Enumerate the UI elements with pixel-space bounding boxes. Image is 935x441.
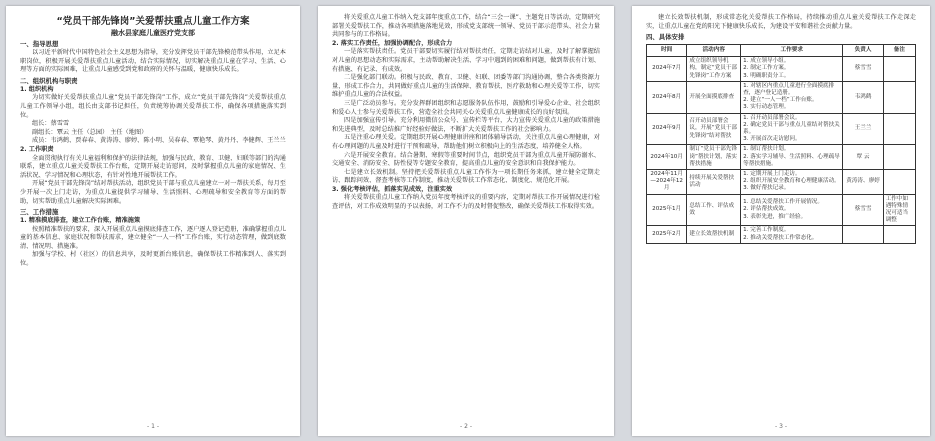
cell-activity: 总结工作、评估成效 — [687, 194, 741, 226]
table-row — [647, 194, 916, 226]
cell-note — [883, 57, 915, 82]
cell-person: 蔡雪雪 — [843, 57, 883, 82]
document-title: “党员干部先锋岗”关爱帮扶重点儿童工作方案 — [56, 16, 250, 27]
cell-activity: 成立组织领导机构，制定“党员干部先锋岗”工作方案 — [687, 57, 741, 82]
col-header-requirements: 工作要求 — [741, 45, 843, 57]
cell-requirements: 1. 定期开展上门走访。 2. 组织开展安全教育和心理健康活动。 3. 做好帮扶记录。 — [741, 170, 843, 195]
cell-requirements: 1. 总结关爱帮扶工作开展情况。 2. 评估帮扶成效。 3. 表彰先进，推广经验。 — [741, 194, 843, 226]
cell-note — [883, 113, 915, 145]
paragraph: 加强与学校、村（社区）的信息共享，及时更新台账信息，确保帮扶工作精准到人、落实到位。 — [20, 251, 286, 268]
paragraph: 三是广泛动员参与。充分发挥群团组织和志愿服务队伍作用，鼓励和引导爱心企业、社会组织和爱心人士参与关爱帮扶工作，营造全社会共同关心关爱重点儿童健康成长的良好氛围。 — [332, 99, 600, 116]
cell-time: 2024年11月—2024年12月 — [647, 170, 687, 195]
subsection-heading: 1. 组织机构 — [20, 85, 54, 93]
paragraph: 二是强化部门联动。积极与民政、教育、卫健、妇联、团委等部门沟通协调，整合各类资源力量，形成工作合力，共同做好重点儿童的生活保障、教育帮扶、医疗救助和心理关爱等工作，切实维护重点儿童的合法权益。 — [332, 74, 600, 99]
cell-time: 2024年7月 — [647, 57, 687, 82]
paragraph: 为切实做好关爱帮扶重点儿童“党员干部先锋岗”工作，成立“党员干部先锋岗”关爱帮扶重点儿童工作领导小组，组长由支部书记担任，负责统筹协调关爱帮扶工作，确保各项措施落实到位。 — [20, 94, 286, 119]
section-heading: 一、指导思想 — [20, 40, 59, 48]
cell-person: 黄涛涛、廖婷 — [843, 170, 883, 195]
table-row — [647, 170, 916, 195]
page-number: - 3 - — [775, 423, 787, 430]
section-heading: 二、组织机构与职责 — [20, 76, 78, 85]
paragraph: 以习近平新时代中国特色社会主义思想为指导，充分发挥党员干部先锋模范带头作用，立足本职岗位，积极开展关爱帮扶重点儿童活动，结合实际情况，切实解决重点儿童在学习、生活、心理等方面的实际困难，让重点儿童感受到党和政府的关怀与温暖，健康快乐成长。 — [20, 49, 286, 74]
table-row — [647, 113, 916, 145]
page-number: - 2 - — [460, 423, 472, 430]
col-header-person: 负责人 — [843, 45, 883, 57]
cell-activity: 召开动员部署会议，开展“党员干部先锋岗”结对帮扶 — [687, 113, 741, 145]
cell-note: 工作中如遇特殊情况可适当调整 — [883, 194, 915, 226]
subsection-heading: 1. 精准摸底排查，建立工作台账，精准施策 — [20, 217, 141, 225]
paragraph: 四是加强宣传引导。充分利用微信公众号、宣传栏等平台，大力宣传关爱重点儿童的政策措施和先进典型，及时总结推广好经验好做法，不断扩大关爱帮扶工作的社会影响力。 — [332, 117, 600, 133]
document-subtitle: 融水县家庭儿童医疗党支部 — [111, 29, 195, 37]
col-header-note: 备注 — [883, 45, 915, 57]
cell-note — [883, 145, 915, 170]
cell-person: 王兰兰 — [843, 113, 883, 145]
page-number: - 1 - — [147, 423, 159, 430]
cell-requirements: 1. 对辖区内重点儿童进行全面摸底排查，逐户登记造册。 2. 建立“一人一档”工作台账。 3. 实行动态管理。 — [741, 81, 843, 113]
table-row — [647, 57, 916, 82]
document-page-3 — [632, 6, 930, 436]
document-page-2 — [318, 6, 614, 436]
subsection-heading: 2. 工作职责 — [20, 145, 54, 153]
cell-note — [883, 81, 915, 113]
leader-line: 组长：蔡雪雪 — [32, 120, 70, 128]
section-heading: 四、具体安排 — [646, 33, 685, 42]
cell-requirements: 1. 召开动员部署会议。 2. 确定党员干部与重点儿童结对帮扶关系。 3. 开展首次走访慰问。 — [741, 113, 843, 145]
subsection-heading: 3. 强化考核评估，抓落实见成效，注重实效 — [332, 185, 453, 193]
cell-requirements: 1. 制订帮扶计划。 2. 落实学习辅导、生活照料、心理疏导等帮扶措施。 — [741, 145, 843, 170]
cell-time: 2024年8月 — [647, 81, 687, 113]
cell-requirements: 1. 完善工作制度。 2. 推动关爱帮扶工作常态化。 — [741, 226, 843, 243]
table-row — [647, 145, 916, 170]
table-row — [647, 226, 916, 243]
cell-note — [883, 226, 915, 243]
cell-activity: 持续开展关爱帮扶活动 — [687, 170, 741, 195]
table-row — [647, 81, 916, 113]
cell-person: 覃 云 — [843, 145, 883, 170]
paragraph: 将关爱帮扶重点儿童工作纳入党员年度考核评议的重要内容，定期对帮扶工作开展情况进行检查评估，对工作成效明显的予以表扬，对工作不力的及时督促整改，确保关爱帮扶工作取得实效。 — [332, 194, 600, 211]
document-page-1 — [6, 6, 300, 436]
paragraph: 开展“党员干部先锋岗”结对帮扶活动，组织党员干部与重点儿童建立一对一帮扶关系，每月至少开展一次上门走访，为重点儿童提供学习辅导、生活照料、心理疏导和安全教育等方面的帮助，切实帮助重点儿童解决实际困难。 — [20, 180, 286, 205]
cell-activity: 开展全面摸底排查 — [687, 81, 741, 113]
cell-activity: 建立长效帮扶机制 — [687, 226, 741, 243]
schedule-table-body — [647, 57, 916, 244]
cell-requirements: 1. 成立领导小组。 2. 制定工作方案。 3. 明确职责分工。 — [741, 57, 843, 82]
members-line: 成员：韦鸿鹤、贾春春、黄涛涛、廖婷、陈小明、吴春春、覃艳琴、黄丹丹、李健辉、王兰兰 — [32, 137, 286, 145]
section-heading: 三、工作措施 — [20, 208, 59, 217]
paragraph: 全面贯彻执行有关儿童福利和保护的法律法规，加强与民政、教育、卫健、妇联等部门的沟通联系，建立重点儿童关爱帮扶工作台账，定期开展走访慰问，及时掌握重点儿童的家庭情况、生活状况、学习情况和心理状态，有针对性地开展帮扶工作。 — [20, 154, 286, 179]
table-header-row — [647, 45, 916, 57]
vice-leader-line: 副组长：覃云 主任（总园） 主任（地图） — [32, 128, 148, 136]
col-header-activity: 活动内容 — [687, 45, 741, 57]
paragraph: 五是注重心理关爱。定期组织开展心理健康讲座和团体辅导活动，关注重点儿童心理健康，对有心理问题的儿童及时进行干预和疏导，帮助他们树立积极向上的生活态度，培养健全人格。 — [332, 134, 600, 150]
paragraph: 七是建立长效机制。坚持把关爱帮扶重点儿童工作作为一项长期任务来抓，建立健全定期走访、跟踪问效、督查考核等工作制度，推动关爱帮扶工作常态化、制度化、规范化开展。 — [332, 168, 600, 185]
cell-activity: 制订“党员干部先锋岗”帮扶计划，落实帮扶措施 — [687, 145, 741, 170]
subsection-heading: 2. 落实工作责任，加强协调配合，形成合力 — [332, 39, 453, 47]
cell-time: 2025年1月 — [647, 194, 687, 226]
schedule-table — [646, 44, 916, 244]
paragraph: 将关爱重点儿童工作纳入党支部年度重点工作，结合“三会一课”、主题党日等活动，定期研究部署关爱帮扶工作，推动各项措施落地见效，形成党支部统一领导、党员干部示范带头、社会力量共同参与的工作格局。 — [332, 14, 600, 39]
cell-person: 蔡雪雪 — [843, 194, 883, 226]
cell-time: 2025年2月 — [647, 226, 687, 243]
cell-person — [843, 226, 883, 243]
col-header-time: 时间 — [647, 45, 687, 57]
paragraph: 一是落实帮扶责任。党员干部要切实履行结对帮扶责任，定期走访结对儿童，及时了解掌握结对儿童的思想动态和实际需求，主动帮助解决生活、学习中遇到的困难和问题，做到帮扶有计划、有措施、有记录、有成效。 — [332, 48, 600, 73]
paragraph: 按照精准帮扶的要求，深入开展重点儿童摸底排查工作，逐户逐人登记造册，准确掌握重点儿童的基本信息、家庭状况和帮扶需求，建立健全“一人一档”工作台账，实行动态管理，做到底数清、情况明、措施准。 — [20, 225, 286, 250]
cell-note — [883, 170, 915, 195]
paragraph: 六是开展安全教育。结合暑期、寒假等重要时间节点，组织党员干部为重点儿童开展防溺水、交通安全、消防安全、防性侵等专题安全教育，提高重点儿童的安全意识和自我保护能力。 — [332, 151, 600, 168]
cell-time: 2024年9月 — [647, 113, 687, 145]
paragraph: 建立长效帮扶机制，形成常态化关爱帮扶工作格局，持续推动重点儿童关爱帮扶工作走深走实，让重点儿童在党的阳光下健康快乐成长，为建设平安和谐社会贡献力量。 — [646, 14, 916, 30]
cell-person: 韦鸿鹤 — [843, 81, 883, 113]
cell-time: 2024年10月 — [647, 145, 687, 170]
